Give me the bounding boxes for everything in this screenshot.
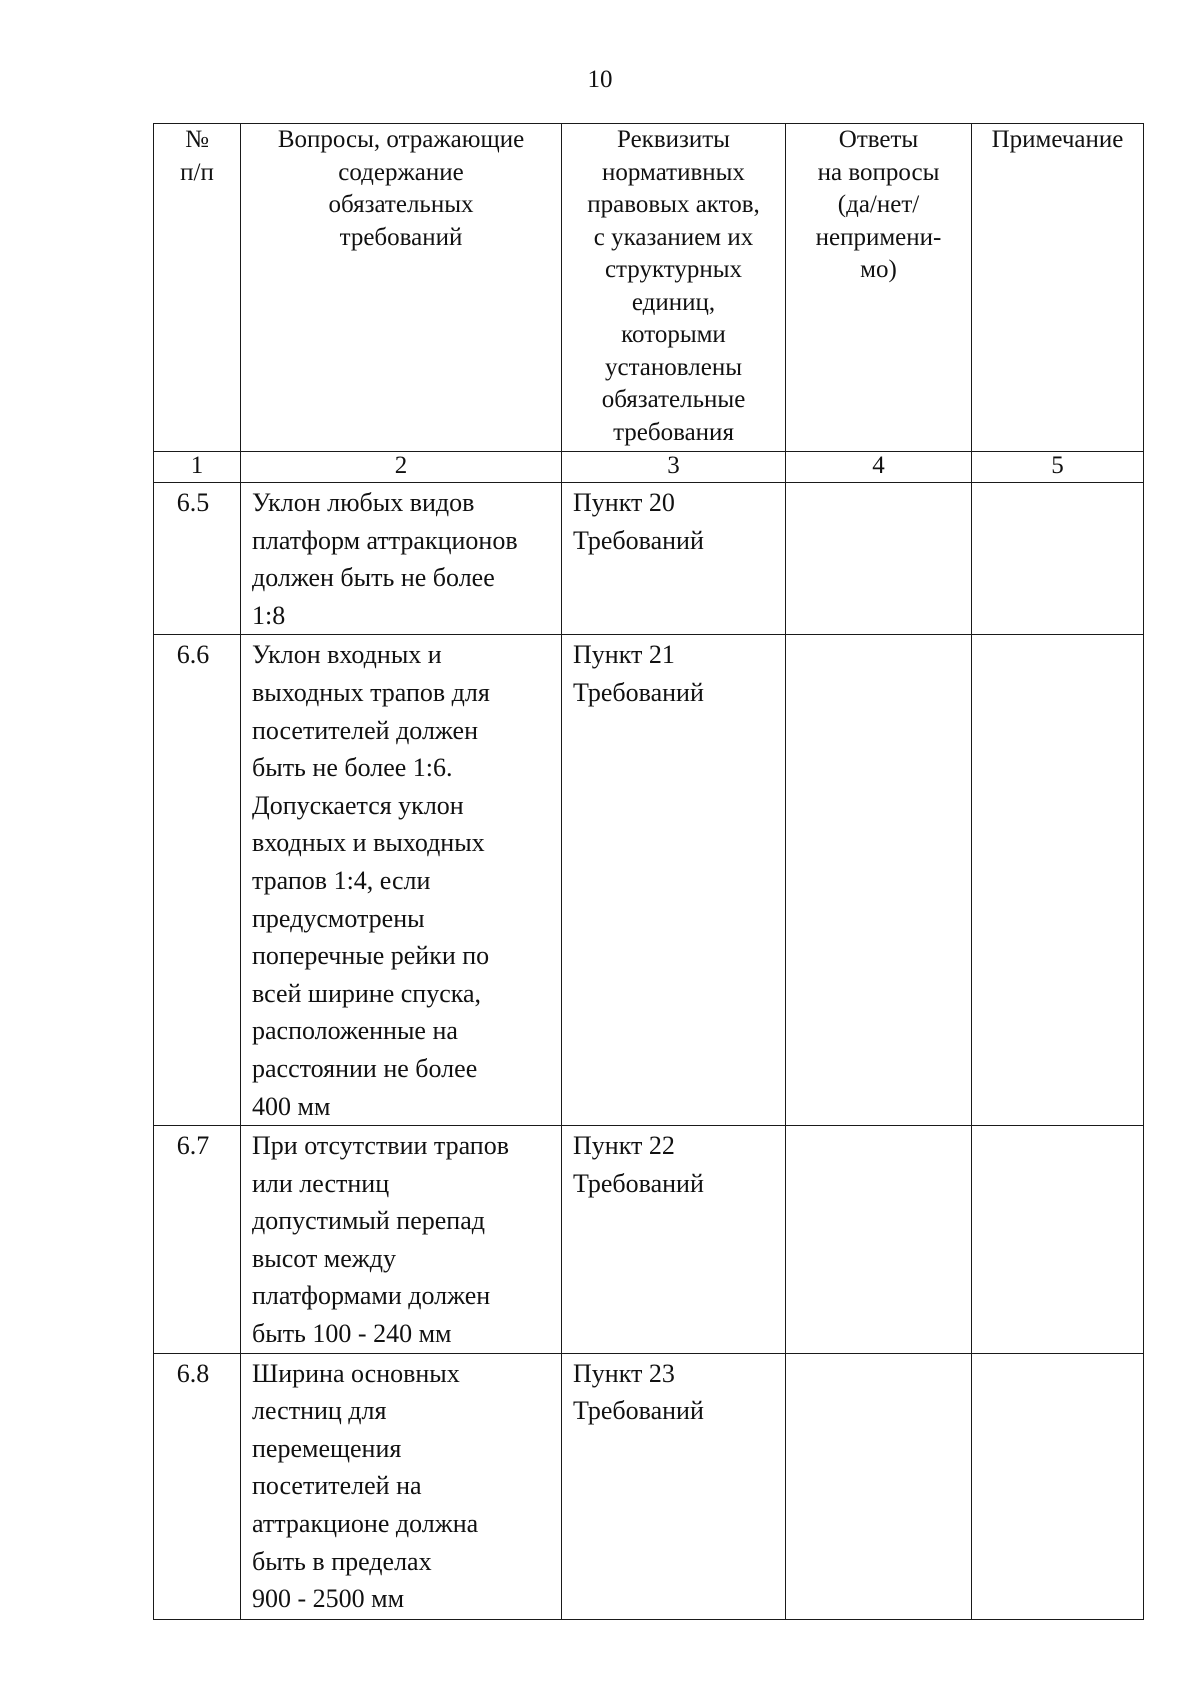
header-answers: Ответы на вопросы (да/нет/ непримени- мо) xyxy=(786,124,972,452)
column-number: 2 xyxy=(241,452,562,483)
answer-cell[interactable] xyxy=(786,483,972,635)
answer-cell[interactable] xyxy=(786,1126,972,1354)
reference-cell: Пункт 22 Требований xyxy=(562,1126,786,1354)
column-number: 3 xyxy=(562,452,786,483)
note-cell[interactable] xyxy=(972,1126,1144,1354)
column-number: 4 xyxy=(786,452,972,483)
header-legal-references: Реквизиты нормативных правовых актов, с указанием их структурных единиц, которыми установлены обязательные требования xyxy=(562,124,786,452)
reference-cell: Пункт 21 Требований xyxy=(562,635,786,1126)
table-row xyxy=(154,1126,1144,1354)
note-cell[interactable] xyxy=(972,1353,1144,1619)
page-number: 10 xyxy=(587,66,613,93)
requirement-cell: Ширина основных лестниц для перемещения посетителей на аттракционе должна быть в пределах 900 - 2500 мм xyxy=(241,1353,562,1619)
answer-cell[interactable] xyxy=(786,1353,972,1619)
row-number: 6.7 xyxy=(154,1126,241,1354)
column-number-row xyxy=(154,452,1144,483)
header-note: Примечание xyxy=(972,124,1144,452)
table-row xyxy=(154,1353,1144,1619)
note-cell[interactable] xyxy=(972,483,1144,635)
note-cell[interactable] xyxy=(972,635,1144,1126)
reference-cell: Пункт 23 Требований xyxy=(562,1353,786,1619)
row-number: 6.6 xyxy=(154,635,241,1126)
checklist-table xyxy=(153,123,1144,1620)
column-number: 5 xyxy=(972,452,1144,483)
header-row xyxy=(154,124,1144,452)
row-number: 6.8 xyxy=(154,1353,241,1619)
table-row xyxy=(154,483,1144,635)
header-questions: Вопросы, отражающие содержание обязательных требований xyxy=(241,124,562,452)
column-number: 1 xyxy=(154,452,241,483)
reference-cell: Пункт 20 Требований xyxy=(562,483,786,635)
header-number: № п/п xyxy=(154,124,241,452)
requirement-cell: При отсутствии трапов или лестниц допустимый перепад высот между платформами должен быть 100 - 240 мм xyxy=(241,1126,562,1354)
requirement-cell: Уклон любых видов платформ аттракционов должен быть не более 1:8 xyxy=(241,483,562,635)
answer-cell[interactable] xyxy=(786,635,972,1126)
table-row xyxy=(154,635,1144,1126)
row-number: 6.5 xyxy=(154,483,241,635)
requirement-cell: Уклон входных и выходных трапов для посетителей должен быть не более 1:6. Допускается уклон входных и выходных трапов 1:4, если предусмотрены поперечные рейки по всей ширине спуска, расположенные на расстоянии не более 400 мм xyxy=(241,635,562,1126)
